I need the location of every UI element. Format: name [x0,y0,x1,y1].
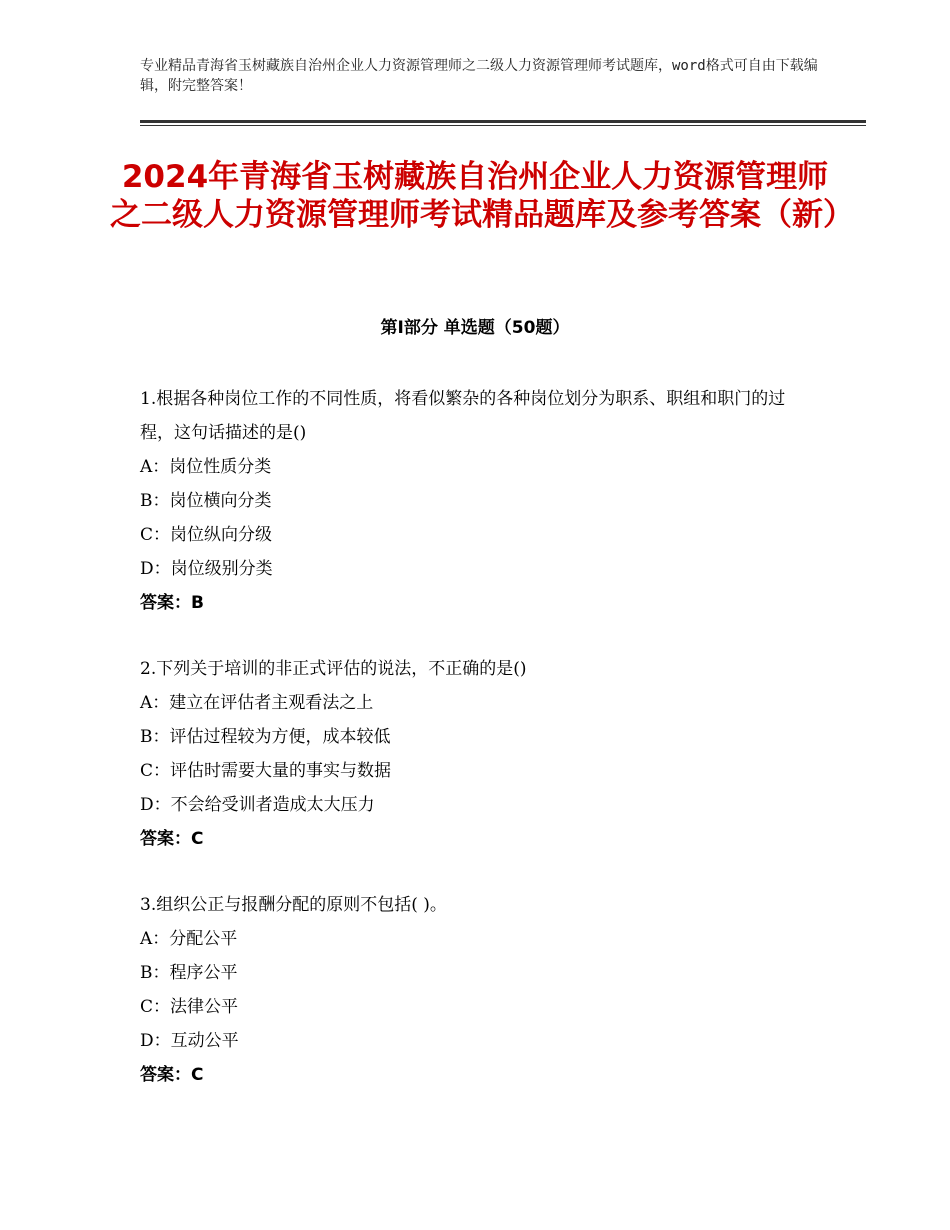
option-c: C：评估时需要大量的事实与数据 [140,761,392,781]
question-3 [140,888,790,1092]
option-b: B：评估过程较为方便，成本较低 [140,727,391,747]
header-note: 专业精品青海省玉树藏族自治州企业人力资源管理师之二级人力资源管理师考试题库，word格式可自由下载编辑，附完整答案！ [140,58,818,94]
option-b: B：岗位横向分类 [140,491,272,511]
header-rule-thick [140,120,866,123]
option-a: A：分配公平 [140,929,238,949]
question-1 [140,382,790,620]
answer: 答案：C [140,829,204,849]
option-c: C：岗位纵向分级 [140,525,273,545]
option-d: D：互动公平 [140,1031,239,1051]
header-rule-thin [140,125,866,126]
question-stem: 3.组织公正与报酬分配的原则不包括( )。 [140,895,447,915]
option-a: A：建立在评估者主观看法之上 [140,693,374,713]
option-c: C：法律公平 [140,997,239,1017]
option-a: A：岗位性质分类 [140,457,272,477]
question-list [140,382,790,1124]
question-stem: 2.下列关于培训的非正式评估的说法，不正确的是() [140,659,527,679]
option-b: B：程序公平 [140,963,238,983]
question-stem: 1.根据各种岗位工作的不同性质，将看似繁杂的各种岗位划分为职系、职组和职门的过程，这句话描述的是() [140,389,786,443]
option-d: D：岗位级别分类 [140,559,273,579]
answer: 答案：C [140,1065,204,1085]
question-2 [140,652,790,856]
document-title: 2024年青海省玉树藏族自治州企业人力资源管理师之二级人力资源管理师考试精品题库及参考答案（新） [110,159,854,233]
section-heading: 第Ⅰ部分 单选题（50题） [380,318,570,338]
answer: 答案：B [140,593,204,613]
option-d: D：不会给受训者造成太大压力 [140,795,375,815]
